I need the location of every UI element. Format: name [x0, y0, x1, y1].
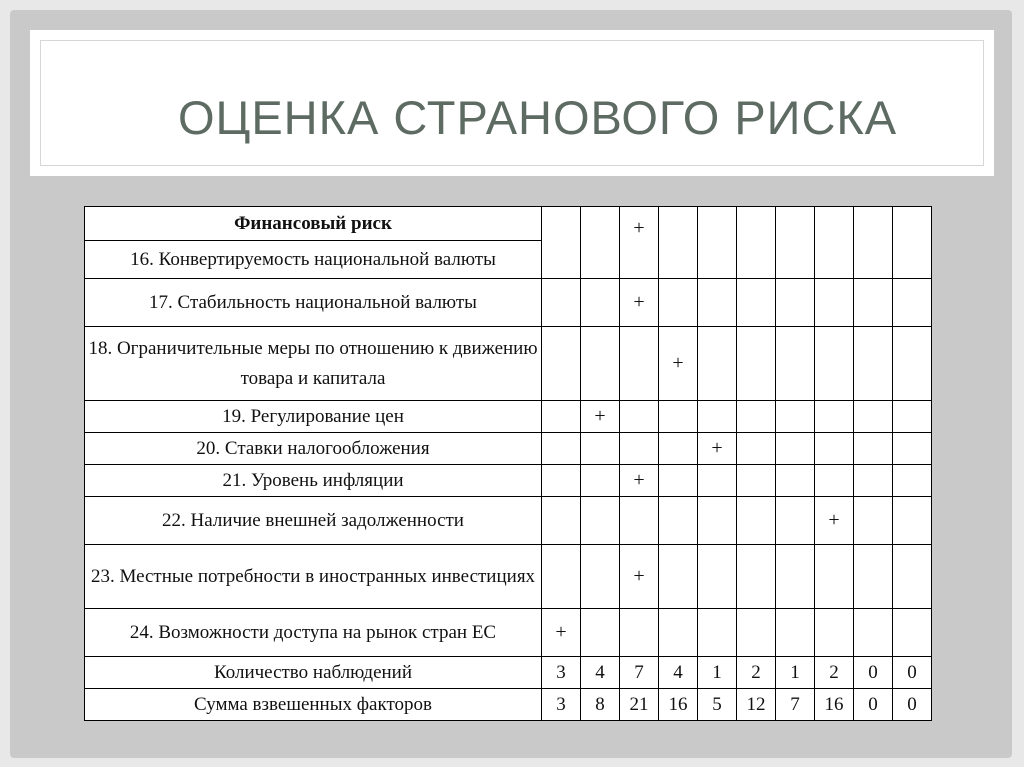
mark-cell [620, 279, 659, 327]
table-row-label: 17. Стабильность национальной валюты [85, 279, 542, 327]
mark-cell [698, 207, 737, 279]
observation-value: 0 [854, 657, 893, 689]
weighted-sum-value: 3 [542, 689, 581, 721]
plus-mark: + [633, 469, 645, 491]
mark-cell [698, 433, 737, 465]
weighted-sum-value: 16 [815, 689, 854, 721]
mark-cell [815, 207, 854, 279]
observation-value: 1 [776, 657, 815, 689]
weighted-sum-value: 5 [698, 689, 737, 721]
plus-mark: + [633, 291, 645, 313]
mark-cell [659, 207, 698, 279]
mark-cell [620, 207, 659, 279]
observation-value: 7 [620, 657, 659, 689]
mark-cell [542, 207, 581, 279]
mark-cell [659, 327, 698, 401]
table-row-label: 21. Уровень инфляции [85, 465, 542, 497]
weighted-sum-value: 12 [737, 689, 776, 721]
plus-mark: + [633, 217, 645, 239]
table-row-label: 24. Возможности доступа на рынок стран ЕС [85, 609, 542, 657]
plus-mark: + [633, 565, 645, 587]
weighted-sum-value: 8 [581, 689, 620, 721]
mark-cell [620, 545, 659, 609]
observation-value: 4 [581, 657, 620, 689]
weighted-sum-value: 16 [659, 689, 698, 721]
weighted-sum-value: 21 [620, 689, 659, 721]
plus-mark: + [555, 621, 567, 643]
table-row-label: 18. Ограничительные меры по отношению к движению товара и капитала [85, 327, 542, 401]
observation-value: 2 [737, 657, 776, 689]
observation-value: 3 [542, 657, 581, 689]
weighted-sum-value: 7 [776, 689, 815, 721]
plus-mark: + [594, 405, 606, 427]
mark-cell [620, 465, 659, 497]
observations-label: Количество наблюдений [85, 657, 542, 689]
plus-mark: + [711, 437, 723, 459]
page-title: ОЦЕНКА СТРАНОВОГО РИСКА [178, 91, 898, 144]
mark-cell [581, 401, 620, 433]
mark-cell [815, 497, 854, 545]
plus-mark: + [828, 509, 840, 531]
weighted-sum-label: Сумма взвешенных факторов [85, 689, 542, 721]
title-box [30, 30, 994, 176]
table-row-label: 16. Конвертируемость национальной валюты [85, 241, 542, 279]
mark-cell [893, 207, 932, 279]
weighted-sum-value: 0 [854, 689, 893, 721]
mark-cell [854, 207, 893, 279]
table-row-label: 22. Наличие внешней задолженности [85, 497, 542, 545]
weighted-sum-value: 0 [893, 689, 932, 721]
table-row-label: 19. Регулирование цен [85, 401, 542, 433]
mark-cell [542, 279, 581, 327]
table-row-label: 23. Местные потребности в иностранных инвестициях [85, 545, 542, 609]
mark-cell [581, 279, 620, 327]
table-header: Финансовый риск [85, 207, 542, 241]
table-row-label: 20. Ставки налогообложения [85, 433, 542, 465]
observation-value: 2 [815, 657, 854, 689]
plus-mark: + [672, 352, 684, 374]
observation-value: 0 [893, 657, 932, 689]
observation-value: 4 [659, 657, 698, 689]
mark-cell [581, 207, 620, 279]
mark-cell [737, 207, 776, 279]
mark-cell [542, 609, 581, 657]
risk-table [84, 206, 932, 721]
observation-value: 1 [698, 657, 737, 689]
mark-cell [776, 207, 815, 279]
